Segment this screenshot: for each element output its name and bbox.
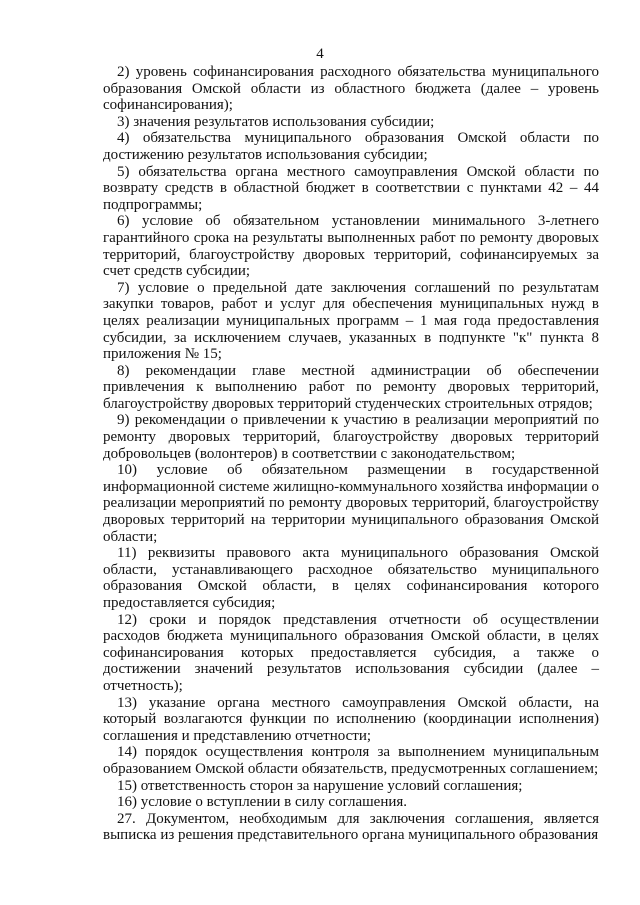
paragraph-item-3: 3) значения результатов использования субсидии; [117,113,435,130]
paragraph-item-8: 8) рекомендации главе местной администрации об обеспечении привлечения к выполнению работ по ремонту дворовых территорий, благоустройству дворовых территорий студенческих строительных отрядов; [103,362,599,412]
paragraph-item-5: 5) обязательства органа местного самоуправления Омской области по возврату средств в областной бюджет в соответствии с пунктами 42 – 44 подпрограммы; [103,163,599,213]
page-number: 4 [316,46,324,62]
paragraph-item-15: 15) ответственность сторон за нарушение условий соглашения; [117,777,523,794]
paragraph-item-4: 4) обязательства муниципального образования Омской области по достижению результатов использования субсидии; [103,130,599,163]
paragraph-item-16: 16) условие о вступлении в силу соглашения. [117,794,408,811]
paragraph-item-2: 2) уровень софинансирования расходного обязательства муниципального образования Омской области из областного бюджета (далее – уровень софинансирования); [103,64,599,114]
paragraph-item-14: 14) порядок осуществления контроля за выполнением муниципальным образованием Омской области обязательств, предусмотренных соглашением; [103,744,599,777]
paragraph-clause-27: 27. Документом, необходимым для заключения соглашения, является выписка из решения представительного органа муниципального образования [103,810,599,844]
paragraph-item-10: 10) условие об обязательном размещении в государственной информационной системе жилищно-коммунального хозяйства информации о реализации мероприятий по ремонту дворовых территорий, благоустройству дворовых территорий на территории муниципального образования Омской области; [103,462,599,545]
paragraph-item-13: 13) указание органа местного самоуправления Омской области, на который возлагаются функции по исполнению (координации исполнения) соглашения и представлению отчетности; [103,694,599,744]
document-body [103,64,599,844]
paragraph-item-7: 7) условие о предельной дате заключения соглашений по результатам закупки товаров, работ и услуг для обеспечения муниципальных нужд в целях реализации муниципальных программ – 1 мая года предоставления субсидии, за исключением случаев, указанных в подпункте "к" пункта 8 приложения № 15; [103,279,599,363]
paragraph-item-11: 11) реквизиты правового акта муниципального образования Омской области, устанавливающего расходное обязательство муниципального образования Омской области, в целях софинансирования которого предоставляется субсидия; [103,545,599,611]
paragraph-item-6: 6) условие об обязательном установлении минимального 3-летнего гарантийного срока на результаты выполненных работ по ремонту дворовых территорий, благоустройству дворовых территорий, софинансируемых за счет средств субсидии; [103,213,599,280]
paragraph-item-9: 9) рекомендации о привлечении к участию в реализации мероприятий по ремонту дворовых территорий, благоустройству дворовых территорий добровольцев (волонтеров) в соответствии с законодательством; [103,412,599,462]
paragraph-item-12: 12) сроки и порядок представления отчетности об осуществлении расходов бюджета муниципального образования Омской области, в целях софинансирования которых предоставляется субсидия, а также о достижении значений результатов использования субсидии (далее – отчетность); [103,611,599,694]
